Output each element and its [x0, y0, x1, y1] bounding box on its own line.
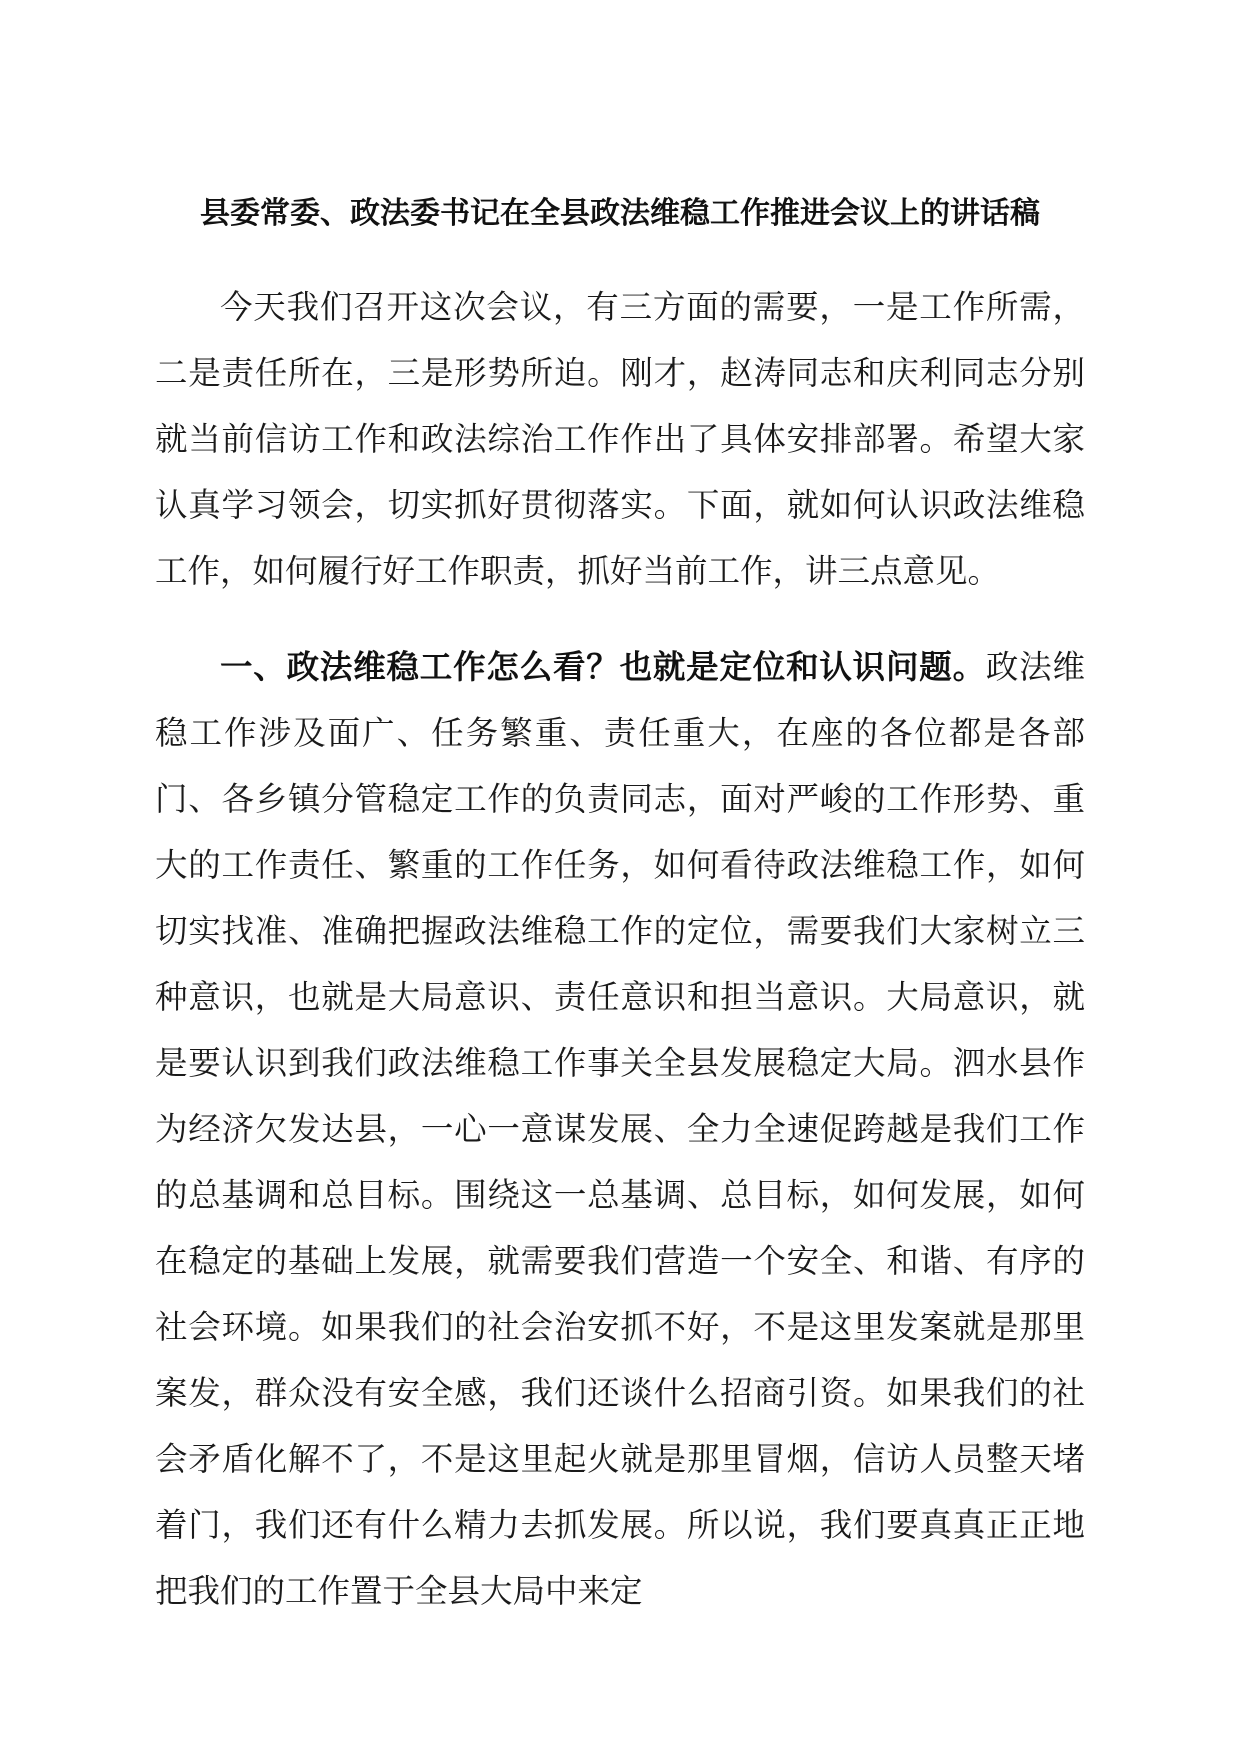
- paragraph-intro: [155, 274, 1085, 604]
- paragraph-section-one: [155, 634, 1085, 1624]
- paragraph-section-one-text: 政法维稳工作涉及面广、任务繁重、责任重大，在座的各位都是各部门、各乡镇分管稳定工作的负责同志，面对严峻的工作形势、重大的工作责任、繁重的工作任务，如何看待政法维稳工作，如何切实找准、准确把握政法维稳工作的定位，需要我们大家树立三种意识，也就是大局意识、责任意识和担当意识。大局意识，就是要认识到我们政法维稳工作事关全县发展稳定大局。泗水县作为经济欠发达县，一心一意谋发展、全力全速促跨越是我们工作的总基调和总目标。围绕这一总基调、总目标，如何发展，如何在稳定的基础上发展，就需要我们营造一个安全、和谐、有序的社会环境。如果我们的社会治安抓不好，不是这里发案就是那里案发，群众没有安全感，我们还谈什么招商引资。如果我们的社会矛盾化解不了，不是这里起火就是那里冒烟，信访人员整天堵着门，我们还有什么精力去抓发展。所以说，我们要真真正正地把我们的工作置于全县大局中来定: [155, 648, 1085, 1610]
- section-one-heading: 一、政法维稳工作怎么看？也就是定位和认识问题。: [220, 648, 986, 686]
- document-title: 县委常委、政法委书记在全县政法维稳工作推进会议上的讲话稿: [200, 196, 1040, 231]
- paragraph-intro-text: 今天我们召开这次会议，有三方面的需要，一是工作所需，二是责任所在，三是形势所迫。刚才，赵涛同志和庆利同志分别就当前信访工作和政法综治工作作出了具体安排部署。希望大家认真学习领会，切实抓好贯彻落实。下面，就如何认识政法维稳工作，如何履行好工作职责，抓好当前工作，讲三点意见。: [155, 288, 1085, 590]
